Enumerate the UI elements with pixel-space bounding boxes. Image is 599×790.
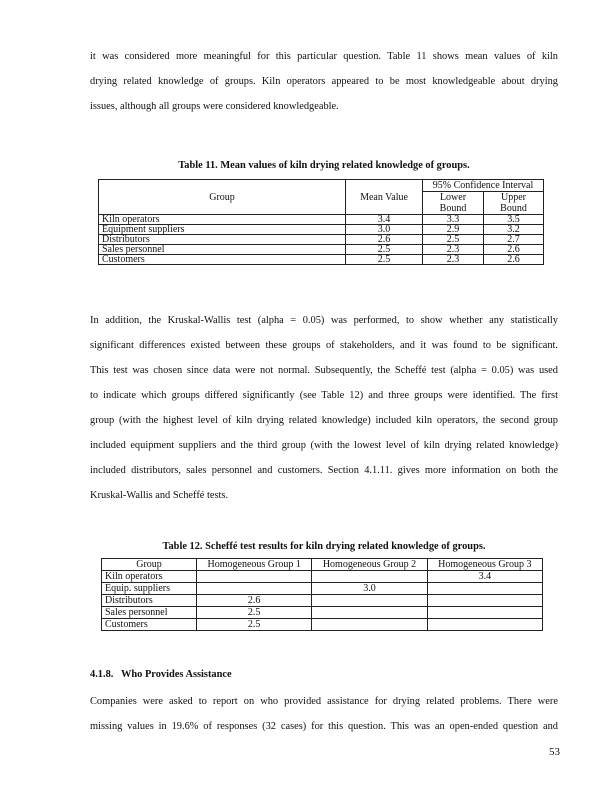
table11-header-upper: Upper Bound bbox=[484, 192, 544, 215]
table11-cell-lower: 2.9 bbox=[423, 225, 484, 235]
table11-caption: Table 11. Mean values of kiln drying related knowledge of groups. bbox=[178, 160, 470, 171]
table12-cell-g2 bbox=[312, 571, 427, 583]
table11-cell-mean: 2.5 bbox=[346, 245, 423, 255]
table12-cell-g1: 2.5 bbox=[197, 607, 312, 619]
table12-cell-g3 bbox=[427, 607, 542, 619]
table12-cell-g2 bbox=[312, 619, 427, 631]
table11-cell-mean: 2.5 bbox=[346, 255, 423, 265]
table12-cell-g2 bbox=[312, 607, 427, 619]
table-row bbox=[102, 619, 543, 631]
table11-mean-values bbox=[98, 179, 544, 265]
table11-cell-group: Kiln operators bbox=[99, 215, 346, 225]
table11-header-ci: 95% Confidence Interval bbox=[423, 180, 544, 192]
table12-header-group: Group bbox=[102, 559, 197, 571]
table12-cell-group: Kiln operators bbox=[102, 571, 197, 583]
table12-cell-g3 bbox=[427, 595, 542, 607]
table12-cell-group: Sales personnel bbox=[102, 607, 197, 619]
text-line: issues, although all groups were considered knowledgeable. bbox=[90, 101, 339, 112]
table12-header-g3: Homogeneous Group 3 bbox=[427, 559, 542, 571]
text-line: Kruskal-Wallis and Scheffé tests. bbox=[90, 490, 229, 501]
text-line: This test was chosen since data were not normal. Subsequently, the Scheffé test (alpha = 0.05) was used bbox=[90, 365, 558, 376]
text-line: In addition, the Kruskal-Wallis test (alpha = 0.05) was performed, to show whether any statistically bbox=[90, 315, 558, 326]
table-row bbox=[102, 583, 543, 595]
table12-cell-g1 bbox=[197, 571, 312, 583]
table12-cell-g1: 2.6 bbox=[197, 595, 312, 607]
table-row bbox=[99, 235, 544, 245]
table12-cell-g2: 3.0 bbox=[312, 583, 427, 595]
table12-cell-group: Customers bbox=[102, 619, 197, 631]
section-heading: 4.1.8. Who Provides Assistance bbox=[90, 669, 232, 680]
table11-cell-upper: 3.2 bbox=[484, 225, 544, 235]
text-line: significant differences existed between these groups of stakeholders, and it was found to be significant. bbox=[90, 340, 558, 351]
table11-header-lower: Lower Bound bbox=[423, 192, 484, 215]
table12-header-g2: Homogeneous Group 2 bbox=[312, 559, 427, 571]
table-row bbox=[102, 571, 543, 583]
table11-cell-lower: 2.5 bbox=[423, 235, 484, 245]
table11-cell-group: Distributors bbox=[99, 235, 346, 245]
text-line: to indicate which groups differed significantly (see Table 12) and three groups were identified. The first bbox=[90, 390, 558, 401]
text-line: it was considered more meaningful for this particular question. Table 11 shows mean values of kiln bbox=[90, 51, 558, 62]
page-number: 53 bbox=[549, 746, 560, 758]
text-line: missing values in 19.6% of responses (32 cases) for this question. This was an open-ended question and bbox=[90, 721, 558, 732]
table-row bbox=[99, 225, 544, 235]
table12-cell-group: Equip. suppliers bbox=[102, 583, 197, 595]
table-row bbox=[99, 255, 544, 265]
text-line: group (with the highest level of kiln drying related knowledge) included kiln operators, the second group bbox=[90, 415, 558, 426]
paragraph-assistance bbox=[90, 689, 558, 739]
table12-cell-g3 bbox=[427, 583, 542, 595]
table11-cell-upper: 2.6 bbox=[484, 255, 544, 265]
table11-cell-upper: 2.6 bbox=[484, 245, 544, 255]
table12-cell-g2 bbox=[312, 595, 427, 607]
table11-cell-upper: 3.5 bbox=[484, 215, 544, 225]
table12-cell-g3: 3.4 bbox=[427, 571, 542, 583]
text-line: drying related knowledge of groups. Kiln operators appeared to be most knowledgeable about drying bbox=[90, 76, 558, 87]
table11-cell-mean: 2.6 bbox=[346, 235, 423, 245]
table11-cell-lower: 2.3 bbox=[423, 245, 484, 255]
table12-cell-group: Distributors bbox=[102, 595, 197, 607]
table11-cell-upper: 2.7 bbox=[484, 235, 544, 245]
table12-cell-g1: 2.5 bbox=[197, 619, 312, 631]
table11-cell-group: Equipment suppliers bbox=[99, 225, 346, 235]
table11-header-mean: Mean Value bbox=[346, 180, 423, 215]
table-row bbox=[99, 215, 544, 225]
table12-header-g1: Homogeneous Group 1 bbox=[197, 559, 312, 571]
table12-caption: Table 12. Scheffé test results for kiln drying related knowledge of groups. bbox=[162, 541, 486, 552]
text-line: included distributors, sales personnel and customers. Section 4.1.11. gives more information on both the bbox=[90, 465, 558, 476]
table-row bbox=[102, 607, 543, 619]
table-row bbox=[102, 595, 543, 607]
table11-header-group: Group bbox=[99, 180, 346, 215]
table11-cell-mean: 3.0 bbox=[346, 225, 423, 235]
table-row bbox=[99, 245, 544, 255]
table11-cell-lower: 2.3 bbox=[423, 255, 484, 265]
table11-cell-group: Sales personnel bbox=[99, 245, 346, 255]
table12-cell-g1 bbox=[197, 583, 312, 595]
paragraph-intro bbox=[90, 44, 558, 119]
table11-cell-mean: 3.4 bbox=[346, 215, 423, 225]
text-line: included equipment suppliers and the third group (with the lowest level of kiln drying related knowledge) bbox=[90, 440, 558, 451]
table11-cell-lower: 3.3 bbox=[423, 215, 484, 225]
paragraph-kruskal-wallis bbox=[90, 308, 558, 508]
table12-scheffe-results bbox=[101, 558, 543, 631]
table12-cell-g3 bbox=[427, 619, 542, 631]
table11-cell-group: Customers bbox=[99, 255, 346, 265]
text-line: Companies were asked to report on who provided assistance for drying related problems. There were bbox=[90, 696, 558, 707]
